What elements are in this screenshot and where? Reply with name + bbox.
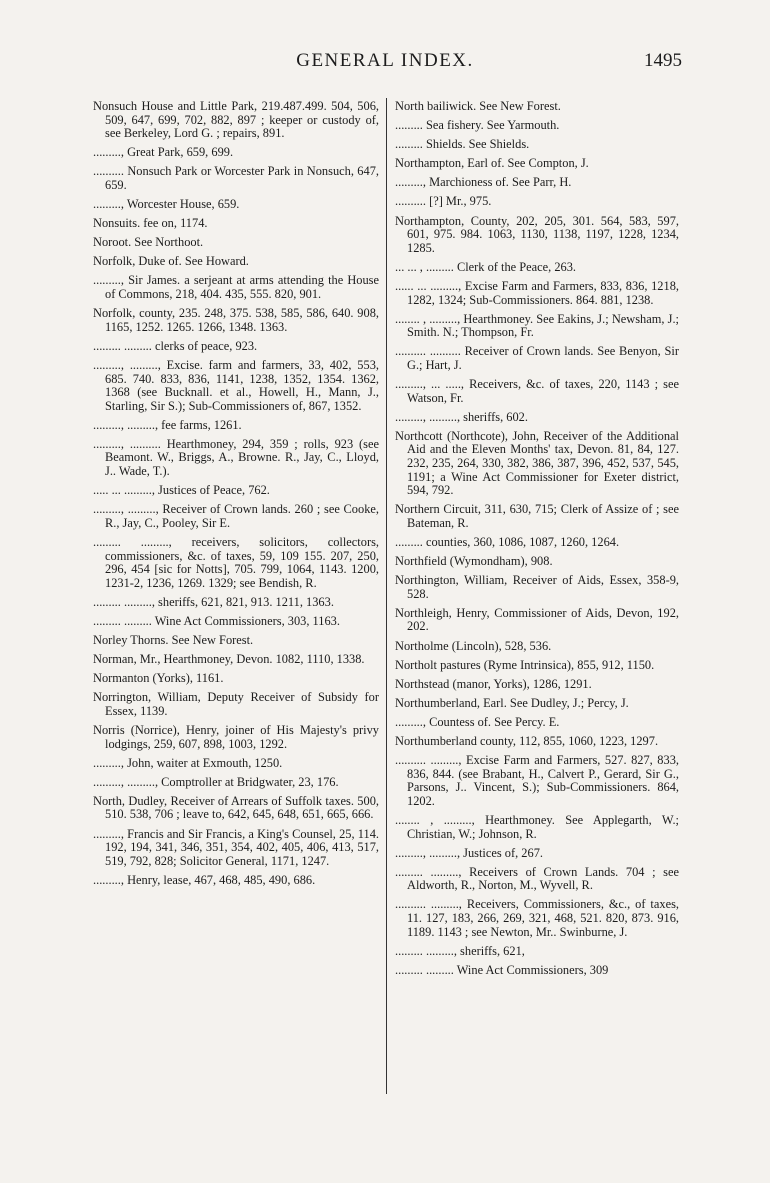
index-entry: ........., ........., fee farms, 1261. bbox=[93, 417, 242, 432]
index-entry: Northolme (Lincoln), 528, 536. bbox=[395, 638, 552, 653]
index-entry: ........ , ........., Hearthmoney. See Eakins, J.; Newsham, J.; Smith. N.; Thompson, Fr. bbox=[395, 311, 679, 340]
index-entry: ......... ........., sheriffs, 621, 821, 913. 1211, 1363. bbox=[93, 594, 334, 609]
index-entry: ........., Sir James. a serjeant at arms attending the House of Commons, 218, 404. 435, 555. 820, 901. bbox=[93, 273, 379, 302]
index-entry: ........., ........., sheriffs, 602. bbox=[395, 409, 528, 424]
index-entry: ..... ... ........., Justices of Peace, 762. bbox=[93, 483, 270, 498]
index-entry: Norrington, William, Deputy Receiver of Subsidy for Essex, 1139. bbox=[93, 690, 379, 718]
index-entry: ......... Sea fishery. See Yarmouth. bbox=[395, 118, 560, 133]
index-entry: ........., ........., Comptroller at Bridgwater, 23, 176. bbox=[93, 774, 339, 789]
index-entry: Norfolk, Duke of. See Howard. bbox=[93, 254, 249, 269]
index-entry: .......... Nonsuch Park or Worcester Park in Nonsuch, 647, 659. bbox=[93, 164, 379, 192]
index-entry: ......... ........., Receivers of Crown Lands. 704 ; see Aldworth, R., Norton, M., Wyvell, R. bbox=[395, 864, 679, 893]
index-entry: Northfield (Wymondham), 908. bbox=[395, 554, 553, 569]
index-entry: Normanton (Yorks), 1161. bbox=[93, 671, 224, 686]
index-entry: ......... ......... clerks of peace, 923. bbox=[93, 338, 258, 353]
index-entry: Northolt pastures (Ryme Intrinsica), 855, 912, 1150. bbox=[395, 657, 655, 672]
index-entry: Nonsuch House and Little Park, 219.487.499. 504, 506, 509, 647, 699, 702, 882, 897 ; keeper or custody of, see Berkeley, Lord G. ; repairs, 891. bbox=[93, 99, 379, 141]
index-entry: .......... ........., Excise Farm and Farmers, 527. 827, 833, 836, 844. (see Brabant, H., Calvert P., Gerard, Sir G., Parsons, J.. Vincent, S.); Sub-Commissioners. 864, 1202. bbox=[395, 753, 679, 808]
index-entry: .......... .......... Receiver of Crown lands. See Benyon, Sir G.; Hart, J. bbox=[395, 344, 679, 372]
index-entry: ......... ........., receivers, solicitors, collectors, commissioners, &c. of taxes, 59, 109 155. 207, 250, 296, 454 [sic for Notts], 705. 799, 1064, 1143. 1200, 1231-2, 1236, 1269. 1329; see Bendish, R. bbox=[93, 534, 379, 590]
index-entry: .......... [?] Mr., 975. bbox=[395, 194, 492, 209]
index-entry: ......... ......... Wine Act Commissioners, 303, 1163. bbox=[93, 613, 340, 628]
index-entry: Northern Circuit, 311, 630, 715; Clerk of Assize of ; see Bateman, R. bbox=[395, 502, 679, 530]
page-header bbox=[0, 50, 770, 76]
index-entry: Norley Thorns. See New Forest. bbox=[93, 633, 254, 647]
index-entry: .......... ........., Receivers, Commissioners, &c., of taxes, 11. 127, 183, 266, 269, 321, 468, 521. 820, 873. 916, 1189. 1143 ; see Newton, Mr.. Swinburne, J. bbox=[395, 897, 679, 939]
page-title: GENERAL INDEX. bbox=[296, 50, 474, 71]
index-entry: ........., ........., Excise. farm and farmers, 33, 402, 553, 685. 740. 833, 836, 1141, 1238, 1352, 1354. 1362, 1368 (see Bucknall. et al., Howell, H., Mann, J., Starling, Sir S.); Sub-Commissioners of, 867, 1352. bbox=[93, 357, 379, 413]
index-entry: ........., ........., Justices of, 267. bbox=[395, 845, 543, 860]
index-entry: ........., Marchioness of. See Parr, H. bbox=[395, 175, 572, 190]
index-entry: Northampton, Earl of. See Compton, J. bbox=[395, 156, 589, 171]
index-entry: ... ... , ......... Clerk of the Peace, 263. bbox=[395, 259, 577, 274]
index-entry: ......... Shields. See Shields. bbox=[395, 137, 530, 152]
index-entry: Norris (Norrice), Henry, joiner of His Majesty's privy lodgings, 259, 607, 898, 1003, 1292. bbox=[93, 722, 379, 751]
index-entry: ........., John, waiter at Exmouth, 1250. bbox=[93, 755, 283, 770]
index-entry: ......... ......... Wine Act Commissioners, 309 bbox=[395, 962, 609, 977]
index-entry: ........., ... ....., Receivers, &c. of taxes, 220, 1143 ; see Watson, Fr. bbox=[395, 377, 679, 405]
index-entry: Northumberland, Earl. See Dudley, J.; Percy, J. bbox=[395, 695, 629, 710]
index-entry: ........., .......... Hearthmoney, 294, 359 ; rolls, 923 (see Beamont. W., Briggs, A., Browne. R., Jay, C., Lloyd, J.. Wade, T.). bbox=[93, 436, 379, 479]
index-entry: ........., Worcester House, 659. bbox=[93, 197, 240, 212]
index-entry: Northcott (Northcote), John, Receiver of the Additional Aid and the Eleven Months' tax, Devon. 81, 84, 127. 232, 235, 264, 330, 382, 386, 387, 396, 452, 537, 545, 1191; a Wine Act Commissioner for Exeter district, 594, 792. bbox=[395, 428, 679, 498]
page-number: 1495 bbox=[644, 50, 682, 71]
index-entry: ...... ... ........., Excise Farm and Farmers, 833, 836, 1218, 1282, 1324; Sub-Commissioners. 864. 881, 1238. bbox=[395, 278, 679, 307]
index-entry: North bailiwick. See New Forest. bbox=[395, 99, 561, 113]
left-index-column bbox=[93, 100, 379, 893]
index-entry: Northstead (manor, Yorks), 1286, 1291. bbox=[395, 676, 592, 691]
index-entry: Northleigh, Henry, Commissioner of Aids, Devon, 192, 202. bbox=[395, 605, 679, 634]
index-entry: ......... ........., sheriffs, 621, bbox=[395, 943, 525, 958]
right-index-column bbox=[395, 100, 679, 983]
index-entry: Nonsuits. fee on, 1174. bbox=[93, 216, 208, 231]
index-entry: ........., Great Park, 659, 699. bbox=[93, 145, 234, 160]
index-entry: North, Dudley, Receiver of Arrears of Suffolk taxes. 500, 510. 538, 706 ; leave to, 642, 645, 648, 651, 665, 666. bbox=[93, 793, 379, 822]
index-entry: Northumberland county, 112, 855, 1060, 1223, 1297. bbox=[395, 733, 659, 748]
index-entry: Northington, William, Receiver of Aids, Essex, 358-9, 528. bbox=[395, 573, 679, 601]
index-entry: Northampton, County, 202, 205, 301. 564, 583, 597, 601, 975. 984. 1063, 1130, 1138, 1197, 1228, 1234, 1285. bbox=[395, 213, 679, 255]
column-divider bbox=[386, 98, 387, 1094]
index-entry: ........., Henry, lease, 467, 468, 485, 490, 686. bbox=[93, 872, 316, 887]
index-entry: Noroot. See Northoot. bbox=[93, 235, 204, 250]
index-entry: ........ , ........., Hearthmoney. See Applegarth, W.; Christian, W.; Johnson, R. bbox=[395, 812, 679, 841]
index-entry: ........., Countess of. See Percy. E. bbox=[395, 714, 560, 729]
index-entry: Norman, Mr., Hearthmoney, Devon. 1082, 1110, 1338. bbox=[93, 652, 365, 667]
index-entry: ......... counties, 360, 1086, 1087, 1260, 1264. bbox=[395, 534, 620, 549]
index-entry: ........., ........., Receiver of Crown lands. 260 ; see Cooke, R., Jay, C., Pooley, Sir E. bbox=[93, 502, 379, 530]
index-entry: Norfolk, county, 235. 248, 375. 538, 585, 586, 640. 908, 1165, 1252. 1265. 1266, 1348. 1363. bbox=[93, 306, 379, 334]
index-entry: ........., Francis and Sir Francis, a King's Counsel, 25, 114. 192, 194, 341, 346, 351, 354, 402, 405, 406, 413, 517, 519, 792, 828; Solicitor General, 1171, 1247. bbox=[93, 826, 379, 868]
